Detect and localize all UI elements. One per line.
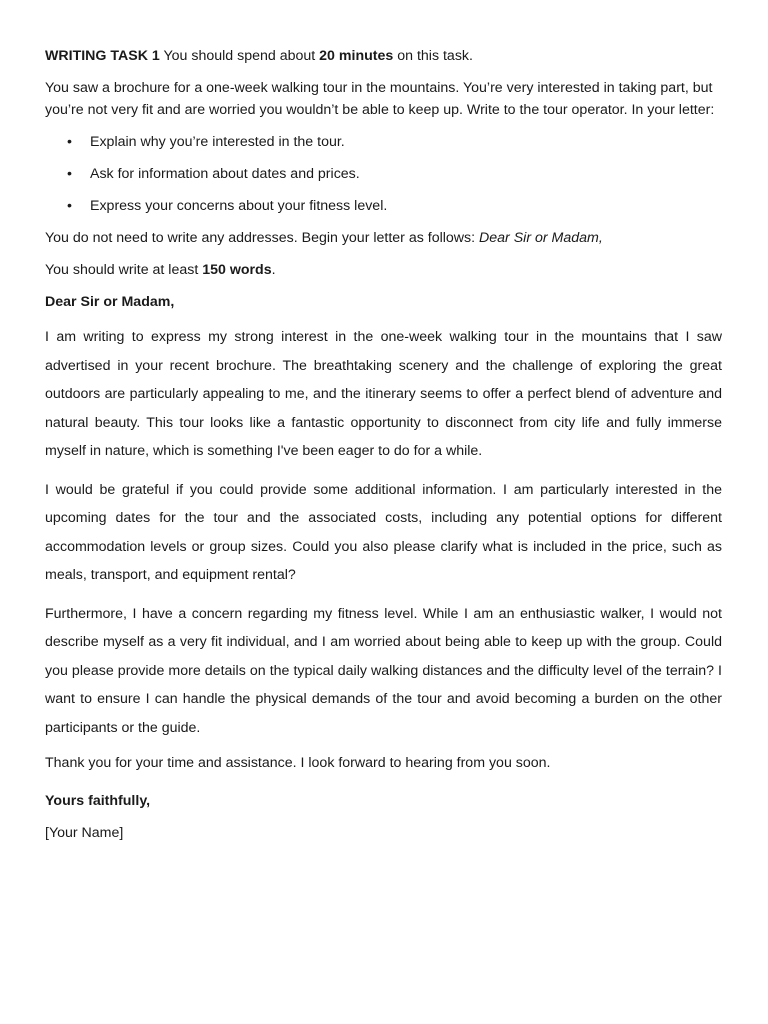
bullet-dot: •	[67, 134, 72, 150]
letter-paragraph-3: Furthermore, I have a concern regarding my fitness level. While I am an enthusiastic walker, I would not describe myself as a very fit individual, and I am worried about being able to keep up with the group. Could you please provide more details on the typical daily walking distances and the difficulty level of the terrain? I want to ensure I can handle the physical demands of the tour and avoid becoming a burden on the other participants or the guide.	[45, 605, 722, 736]
bullet-text: Ask for information about dates and prices.	[90, 166, 360, 182]
word-count-value: 150 words	[202, 262, 272, 278]
letter-signature-name: [Your Name]	[45, 825, 124, 841]
bullet-text: Express your concerns about your fitness level.	[90, 198, 388, 214]
letter-closing: Thank you for your time and assistance. I look forward to hearing from you soon.	[45, 755, 551, 771]
task-pre-text: You should spend about	[159, 48, 320, 64]
letter-paragraph-1: I am writing to express my strong interest in the one-week walking tour in the mountains that I saw advertised in your recent brochure. The breathtaking scenery and the challenge of exploring the great outdoors are particularly appealing to me, and the itinerary seems to offer a perfect blend of adventure and natural beauty. This tour looks like a fantastic opportunity to disconnect from city life and fully immerse myself in nature, which is something I've been eager to do for a while.	[45, 329, 722, 459]
word-count-instruction	[45, 259, 722, 281]
task-label: WRITING TASK 1	[45, 48, 160, 64]
bullet-item	[45, 131, 722, 153]
task-time: 20 minutes	[319, 48, 394, 64]
bullet-dot: •	[67, 166, 72, 182]
bullet-dot: •	[67, 198, 72, 214]
letter-salutation: Dear Sir or Madam,	[45, 294, 175, 310]
word-count-pre: You should write at least	[45, 262, 203, 278]
task-heading	[45, 45, 722, 67]
bullet-item	[45, 195, 722, 217]
task-post-text: on this task.	[393, 48, 473, 64]
task-intro: You saw a brochure for a one-week walking tour in the mountains. You’re very interested in taking part, but you’re not very fit and are worried you wouldn’t be able to keep up. Write to the tour operator. In your letter:	[45, 80, 715, 118]
address-instruction	[45, 227, 722, 249]
task-bullet-list	[45, 131, 722, 217]
word-count-post: .	[271, 262, 276, 278]
bullet-item	[45, 163, 722, 185]
letter-signoff: Yours faithfully,	[45, 793, 151, 809]
address-instruction-text: You do not need to write any addresses. Begin your letter as follows:	[45, 230, 480, 246]
address-instruction-greeting: Dear Sir or Madam,	[479, 230, 603, 246]
bullet-text: Explain why you’re interested in the tour.	[90, 134, 345, 150]
letter-paragraph-2: I would be grateful if you could provide some additional information. I am particularly interested in the upcoming dates for the tour and the associated costs, including any potential options for different accommodation levels or group sizes. Could you also please clarify what is included in the price, such as meals, transport, and equipment rental?	[45, 481, 722, 583]
